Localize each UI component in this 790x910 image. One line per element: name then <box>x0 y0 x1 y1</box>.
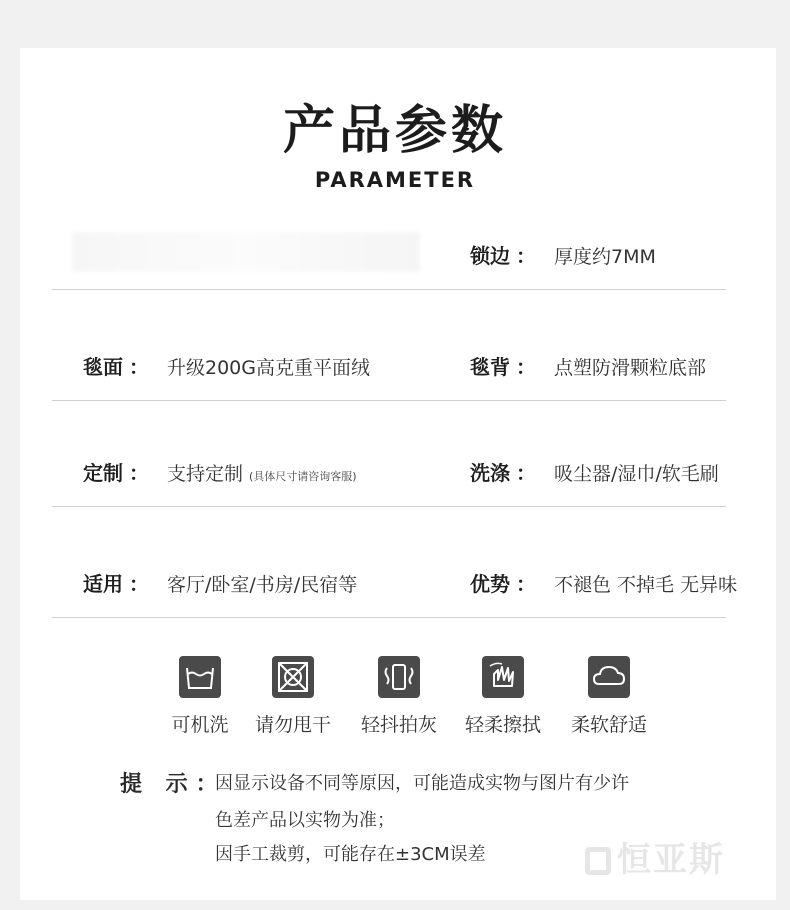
tips-line: 因显示设备不同等原因，可能造成实物与图片有少许 <box>215 773 629 794</box>
param-value: 客厅/卧室/书房/民宿等 <box>167 574 358 596</box>
shake-dust-icon <box>378 656 420 698</box>
care-label: 请勿甩干 <box>254 714 331 736</box>
blurred-area <box>72 232 420 272</box>
page-title: 产品参数 <box>282 101 507 161</box>
param-value: 点塑防滑颗粒底部 <box>554 357 707 379</box>
divider <box>52 400 726 401</box>
param-label: 锁边 <box>470 244 510 268</box>
tips-line: 色差产品以实物为准； <box>215 810 395 831</box>
param-custom <box>83 457 357 486</box>
param-value: 支持定制 <box>167 463 244 485</box>
param-label: 毯面 <box>83 355 123 379</box>
gentle-wipe-icon <box>482 656 524 698</box>
page-subtitle: PARAMETER <box>314 168 476 192</box>
param-colon: ： <box>129 461 149 485</box>
divider <box>52 289 726 290</box>
param-label: 优势 <box>470 572 510 596</box>
param-back <box>470 351 706 380</box>
param-colon: ： <box>129 355 149 379</box>
brand-watermark <box>585 832 725 881</box>
param-value: 升级200G高克重平面绒 <box>167 357 370 379</box>
care-label: 轻抖拍灰 <box>360 714 437 736</box>
tips-label: 提 示： <box>120 772 226 797</box>
param-label: 定制 <box>83 461 123 485</box>
param-value: 吸尘器/湿巾/软毛刷 <box>554 463 719 485</box>
divider <box>52 506 726 507</box>
brand-logo-icon <box>585 847 611 875</box>
param-colon: ： <box>516 355 536 379</box>
param-value: 厚度约7MM <box>554 246 656 268</box>
param-usage <box>83 568 357 597</box>
care-label: 柔软舒适 <box>570 714 647 736</box>
param-value: 不褪色 不掉毛 无异味 <box>554 574 738 596</box>
machine-washable-icon <box>179 656 221 698</box>
param-advantage <box>470 568 737 597</box>
watermark-text: 恒亚斯 <box>617 840 725 880</box>
divider <box>52 617 726 618</box>
param-label: 毯背 <box>470 355 510 379</box>
param-colon: ： <box>516 244 536 268</box>
no-spin-dry-icon <box>272 656 314 698</box>
param-wash <box>470 457 719 486</box>
param-colon: ： <box>129 572 149 596</box>
param-surface <box>83 351 370 380</box>
param-colon: ： <box>516 461 536 485</box>
param-edge <box>470 240 656 269</box>
param-label: 适用 <box>83 572 123 596</box>
soft-cloud-icon <box>588 656 630 698</box>
care-label: 可机洗 <box>171 714 229 736</box>
care-label: 轻柔擦拭 <box>464 714 541 736</box>
param-colon: ： <box>516 572 536 596</box>
tips-line: 因手工裁剪，可能存在±3CM误差 <box>215 844 486 865</box>
param-label: 洗涤 <box>470 461 510 485</box>
param-note: (具体尺寸请咨询客服) <box>249 470 357 483</box>
